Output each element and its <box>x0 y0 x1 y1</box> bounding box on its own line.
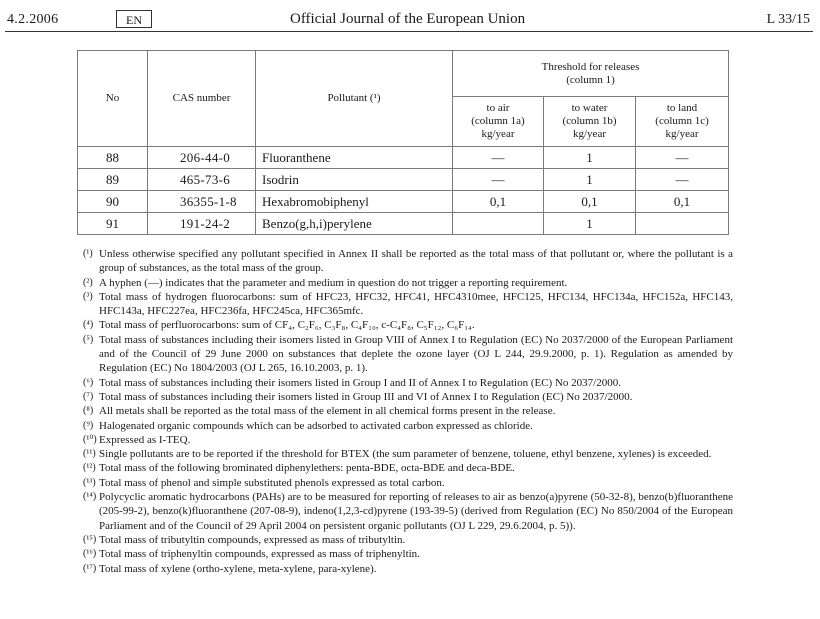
footnote <box>83 290 733 319</box>
footnote <box>83 318 733 332</box>
cell-no: 90 <box>78 191 148 213</box>
footnotes <box>83 247 733 576</box>
footnote-marker: (¹²) <box>83 462 96 474</box>
cell-land: 0,1 <box>636 191 729 213</box>
to-land-label: to land <box>666 102 698 114</box>
footnote <box>83 247 733 276</box>
to-water-unit: kg/year <box>573 128 606 140</box>
footnote-text: Halogenated organic compounds which can be adsorbed to activated carbon expressed as chloride. <box>99 419 533 432</box>
header-cas-number: CAS number <box>148 51 256 147</box>
footnote-marker: (¹⁰) <box>83 433 97 445</box>
footnote-marker: (¹⁵) <box>83 533 97 545</box>
cell-cas: 465-73-6 <box>148 169 256 191</box>
cell-no: 91 <box>78 213 148 235</box>
cell-air: — <box>453 169 544 191</box>
pollutant-table <box>77 50 729 235</box>
footnote-text: Expressed as I-TEQ. <box>99 433 191 446</box>
publication-date: 4.2.2006 <box>7 12 59 27</box>
footnote-text: Total mass of substances including their isomers listed in Group VIII of Annex I to Regulation (EC) No 2037/2000 of the European Parliament and of the Council of 29 June 2000 on substances that deplete the ozone layer (OJ L 244, 29.9.2000, p. 1). Regulation as amended by Regulation (EC) No 1804/2003 (OJ L 265, 16.10.2003, p. 1). <box>99 333 733 375</box>
to-air-column: (column 1a) <box>471 115 525 127</box>
cell-pollutant: Fluoranthene <box>256 147 453 169</box>
cell-no: 89 <box>78 169 148 191</box>
footnote-text: Total mass of phenol and simple substituted phenols expressed as total carbon. <box>99 476 445 489</box>
table-row <box>78 213 729 235</box>
footnote-marker: (⁶) <box>83 376 94 388</box>
footnote-marker: (⁷) <box>83 390 94 402</box>
footnote-text: Total mass of substances including their isomers listed in Group I and II of Annex I to Regulation (EC) No 2037/2000. <box>99 376 621 389</box>
cell-pollutant: Benzo(g,h,i)perylene <box>256 213 453 235</box>
footnote <box>83 433 733 447</box>
footnote-marker: (¹⁷) <box>83 562 97 574</box>
footnote-marker: (²) <box>83 276 93 288</box>
language-badge: EN <box>116 10 152 28</box>
footnote-text: Total mass of triphenyltin compounds, expressed as mass of triphenyltin. <box>99 548 420 561</box>
cell-air: — <box>453 147 544 169</box>
footnote <box>83 376 733 390</box>
table-row <box>78 147 729 169</box>
threshold-label: Threshold for releases (column 1) <box>541 60 640 86</box>
footnote-marker: (¹¹) <box>83 448 96 460</box>
footnote <box>83 333 733 376</box>
to-air-label: to air <box>486 102 510 114</box>
header-pollutant: Pollutant (¹) <box>256 51 453 147</box>
footnote-text: Total mass of hydrogen fluorocarbons: sum of HFC23, HFC32, HFC41, HFC4310mee, HFC125, HFC134, HFC134a, HFC152a, HFC143, HFC143a, HFC227ea, HFC236fa, HFC245ca, HFC365mfc. <box>99 290 733 318</box>
cell-land: — <box>636 147 729 169</box>
footnote <box>83 447 733 461</box>
footnote <box>83 461 733 475</box>
footnote <box>83 476 733 490</box>
footnote-text: Total mass of xylene (ortho-xylene, meta-xylene, para-xylene). <box>99 562 377 575</box>
footnote-marker: (³) <box>83 290 93 302</box>
cell-land: — <box>636 169 729 191</box>
footnote-marker: (¹⁴) <box>83 491 97 503</box>
footnote-marker: (⁹) <box>83 419 94 431</box>
header-to-water <box>544 97 636 147</box>
footnote-text: Total mass of tributyltin compounds, expressed as mass of tributyltin. <box>99 533 406 546</box>
footnote <box>83 533 733 547</box>
header-no: No <box>78 51 148 147</box>
cell-water: 0,1 <box>544 191 636 213</box>
footnote-text: Total mass of perfluorocarbons: sum of CF₄, C₂F₆, C₃F₈, C₄F₁₀, c-C₄F₈, C₅F₁₂, C₆F₁₄. <box>99 319 475 332</box>
to-air-unit: kg/year <box>481 128 515 140</box>
to-water-label: to water <box>571 102 608 114</box>
footnote-marker: (¹) <box>83 248 93 259</box>
cell-land <box>636 213 729 235</box>
footnote-text: Unless otherwise specified any pollutant specified in Annex II shall be reported as the total mass of that pollutant or, where the pollutant is a group of substances, as the total mass of the group. <box>99 248 733 275</box>
footnote-text: A hyphen (—) indicates that the parameter and medium in question do not trigger a reporting requirement. <box>99 276 568 289</box>
to-water-column: (column 1b) <box>562 115 617 127</box>
cell-cas: 36355-1-8 <box>148 191 256 213</box>
footnote <box>83 562 733 576</box>
footnote <box>83 390 733 404</box>
footnote-text: Total mass of substances including their isomers listed in Group III and VI of Annex I to Regulation (EC) No 2037/2000. <box>99 390 633 403</box>
page-header <box>0 0 820 34</box>
footnote <box>83 276 733 290</box>
to-land-unit: kg/year <box>665 128 699 140</box>
header-divider <box>5 31 813 32</box>
cell-air: 0,1 <box>453 191 544 213</box>
footnote <box>83 404 733 418</box>
page-number: L 33/15 <box>766 12 810 27</box>
table-row <box>78 169 729 191</box>
cell-water: 1 <box>544 169 636 191</box>
cell-water: 1 <box>544 213 636 235</box>
header-threshold <box>453 51 729 97</box>
cell-air <box>453 213 544 235</box>
cell-water: 1 <box>544 147 636 169</box>
footnote-marker: (¹³) <box>83 476 96 488</box>
footnote-marker: (⁸) <box>83 405 94 417</box>
cell-pollutant: Isodrin <box>256 169 453 191</box>
footnote-marker: (¹⁶) <box>83 548 97 560</box>
footnote-marker: (⁴) <box>83 319 94 331</box>
footnote-text: Single pollutants are to be reported if the threshold for BTEX (the sum parameter of benzene, toluene, ethyl benzene, xylenes) is exceeded. <box>99 448 712 461</box>
footnote-text: Polycyclic aromatic hydrocarbons (PAHs) are to be measured for reporting of releases to air as benzo(a)pyrene (50-32-8), benzo(b)fluoranthene (205-99-2), benzo(k)fluoranthene (207-08-9), indeno(1,2,3-cd)pyrene (193-39-5) (derived from Regulation (EC) No 850/2004 of the European Parliament and of the Council of 29 April 2004 on persistent organic pollutants (OJ L 229, 29.6.2004, p. 5)). <box>99 491 733 532</box>
journal-title: Official Journal of the European Union <box>290 11 526 27</box>
footnote-marker: (⁵) <box>83 333 94 345</box>
footnote-text: Total mass of the following brominated diphenylethers: penta-BDE, octa-BDE and deca-BDE. <box>99 462 515 475</box>
cell-no: 88 <box>78 147 148 169</box>
footnote <box>83 419 733 433</box>
table-row <box>78 191 729 213</box>
cell-cas: 191-24-2 <box>148 213 256 235</box>
footnote-text: All metals shall be reported as the total mass of the element in all chemical forms present in the release. <box>99 405 556 418</box>
header-to-air <box>453 97 544 147</box>
header-to-land <box>636 97 729 147</box>
footnote <box>83 547 733 561</box>
to-land-column: (column 1c) <box>655 115 709 127</box>
cell-cas: 206-44-0 <box>148 147 256 169</box>
cell-pollutant: Hexabromobiphenyl <box>256 191 453 213</box>
footnote <box>83 490 733 533</box>
